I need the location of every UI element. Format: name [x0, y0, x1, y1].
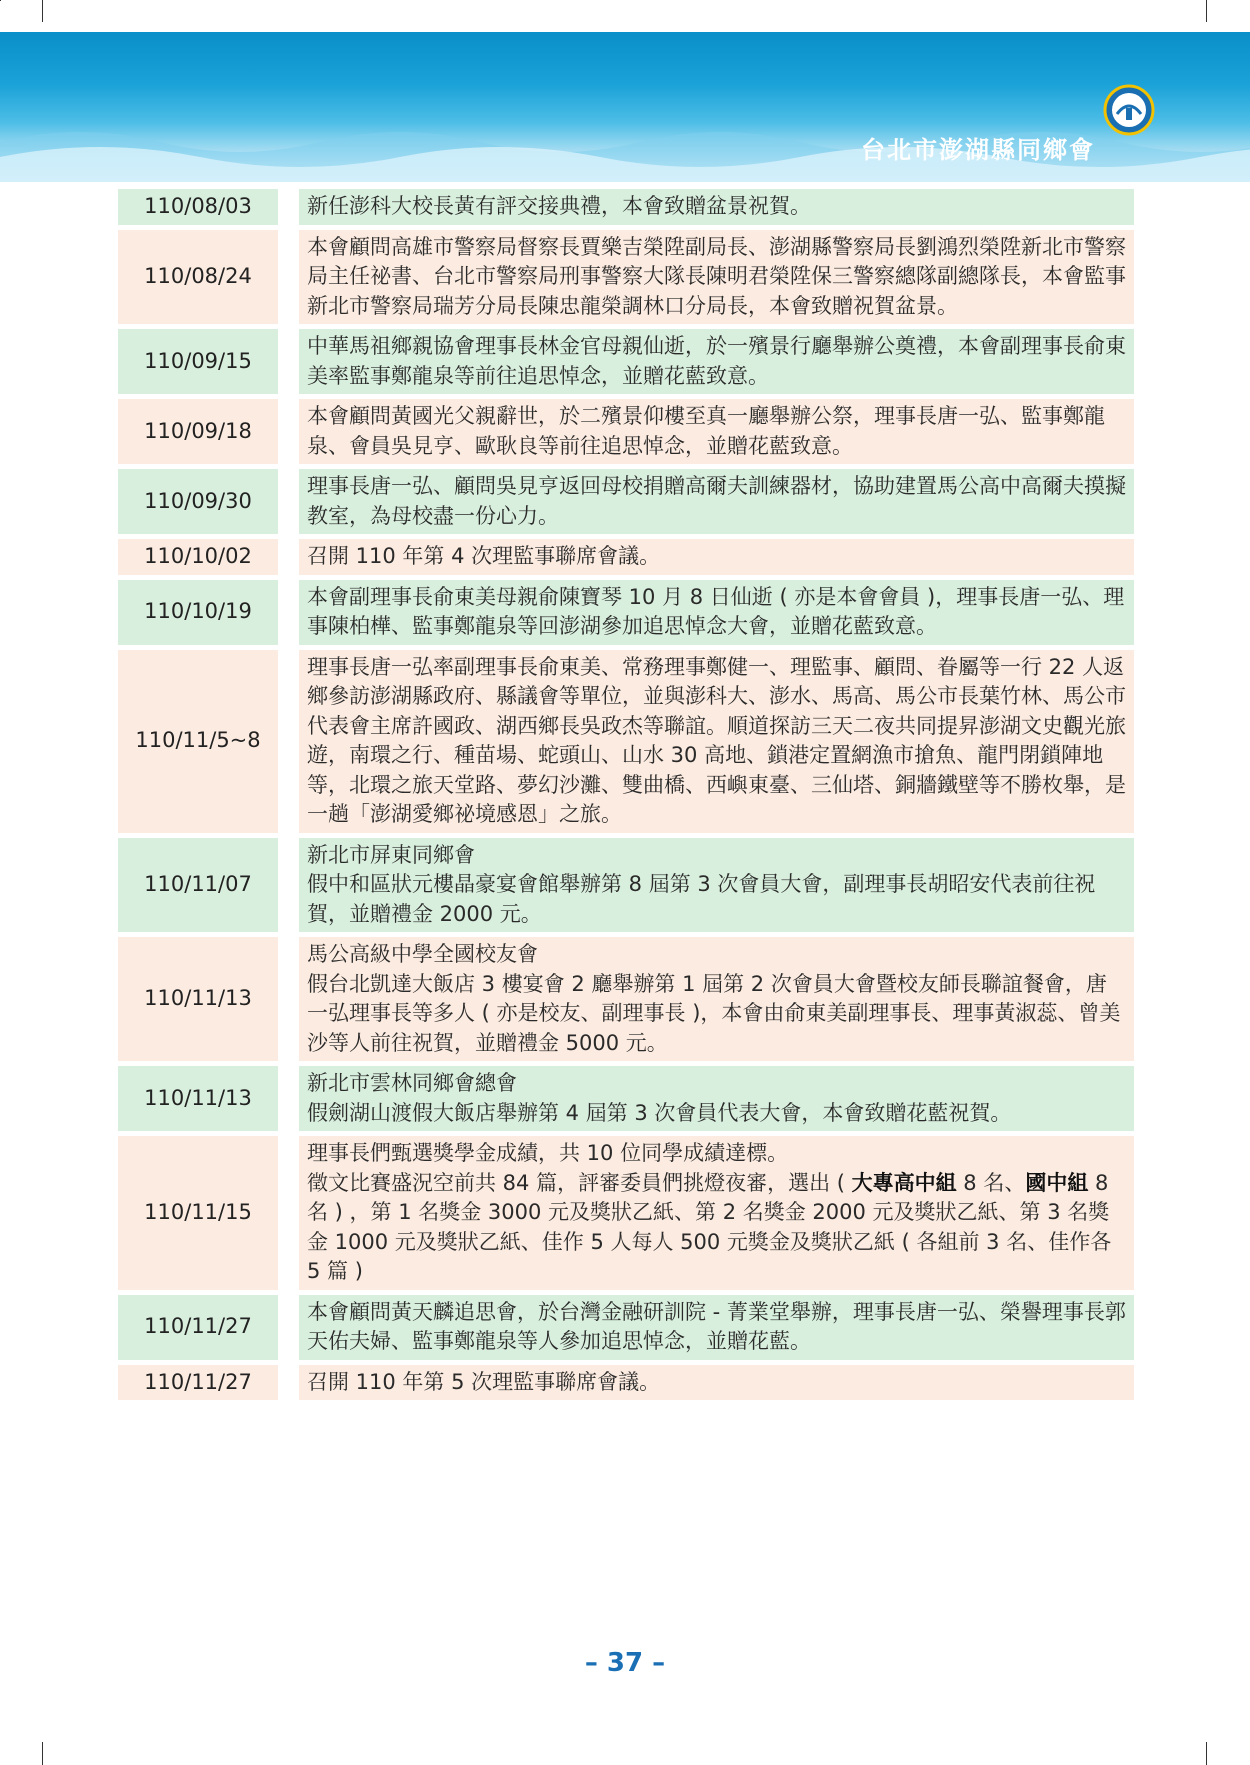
column-gap [278, 399, 299, 464]
table-row [118, 1295, 1134, 1360]
column-gap [278, 189, 299, 225]
emphasis-text: 國中組 [1025, 1170, 1089, 1195]
description-text: 中華馬祖鄉親協會理事長林金官母親仙逝，於一殯景行廳舉辦公奠禮，本會副理事長俞東美率監事鄭龍泉等前往追思悼念，並贈花藍致意。 [307, 334, 1126, 388]
events-table [118, 184, 1134, 1405]
column-gap [278, 937, 299, 1061]
event-date: 110/10/02 [118, 539, 278, 575]
crop-mark [42, 1742, 43, 1765]
event-description [299, 650, 1134, 833]
event-description [299, 539, 1134, 575]
column-gap [278, 1066, 299, 1131]
column-gap [278, 1365, 299, 1401]
event-description [299, 399, 1134, 464]
event-description [299, 189, 1134, 225]
event-date: 110/10/19 [118, 580, 278, 645]
description-text: 馬公高級中學全國校友會 假台北凱達大飯店 3 樓宴會 2 廳舉辦第 1 屆第 2 次會員大會暨校友師長聯誼餐會，唐一弘理事長等多人 ( 亦是校友、副理事長 )，本會由俞東美副理事長、理事黃淑蕊、曾美沙等人前往祝賀，並贈禮金 5000 元。 [307, 942, 1121, 1055]
event-description [299, 580, 1134, 645]
event-description [299, 469, 1134, 534]
event-date: 110/11/07 [118, 838, 278, 933]
event-description [299, 1066, 1134, 1131]
event-description [299, 937, 1134, 1061]
description-text: 理事長唐一弘率副理事長俞東美、常務理事鄭健一、理監事、顧問、眷屬等一行 22 人返鄉參訪澎湖縣政府、縣議會等單位，並與澎科大、澎水、馬高、馬公市長葉竹林、馬公市代表會主席許國政、湖西鄉長吳政杰等聯誼。順道探訪三天二夜共同提昇澎湖文史觀光旅遊，南環之行、種苗場、蛇頭山、山水 30 高地、鎖港定置網漁市搶魚、龍門閉鎖陣地等，北環之旅天堂路、夢幻沙灘、雙曲橋、西嶼東臺、三仙塔、銅牆鐵壁等不勝枚舉，是一趟「澎湖愛鄉祕境感恩」之旅。 [307, 654, 1126, 826]
event-date: 110/09/18 [118, 399, 278, 464]
event-date: 110/09/30 [118, 469, 278, 534]
event-description [299, 838, 1134, 933]
event-date: 110/09/15 [118, 329, 278, 394]
table-row [118, 469, 1134, 534]
association-title: 台北市澎湖縣同鄉會 [861, 136, 1095, 164]
column-gap [278, 539, 299, 575]
emphasis-text: 大專高中組 [851, 1170, 957, 1195]
page-header-banner [0, 32, 1250, 182]
event-date: 110/11/27 [118, 1295, 278, 1360]
event-description [299, 1295, 1134, 1360]
column-gap [278, 230, 299, 325]
event-date: 110/11/27 [118, 1365, 278, 1401]
description-text: 理事長們甄選獎學金成績，共 10 位同學成績達標。 徵文比賽盛況空前共 84 篇，評審委員們挑燈夜審，選出 ( [307, 1141, 852, 1195]
column-gap [278, 838, 299, 933]
description-text: 本會顧問黃天麟追思會，於台灣金融研訓院 - 菁業堂舉辦，理事長唐一弘、榮譽理事長郭天佑夫婦、監事鄭龍泉等人參加追思悼念，並贈花藍。 [307, 1299, 1126, 1353]
description-text: 召開 110 年第 4 次理監事聯席會議。 [307, 544, 661, 568]
crop-mark [42, 0, 43, 22]
crop-mark [1206, 1742, 1207, 1765]
table-row [118, 539, 1134, 575]
event-description [299, 1136, 1134, 1290]
table-row [118, 189, 1134, 225]
table-row [118, 1066, 1134, 1131]
description-text: 本會顧問黃國光父親辭世，於二殯景仰樓至真一廳舉辦公祭，理事長唐一弘、監事鄭龍泉、會員吳見亨、歐耿良等前往追思悼念，並贈花藍致意。 [307, 404, 1105, 458]
event-description [299, 230, 1134, 325]
column-gap [278, 329, 299, 394]
event-description [299, 329, 1134, 394]
event-date: 110/11/13 [118, 1066, 278, 1131]
table-row [118, 580, 1134, 645]
column-gap [278, 1136, 299, 1290]
description-text: 新北市雲林同鄉會總會 假劍湖山渡假大飯店舉辦第 4 屆第 3 次會員代表大會，本會致贈花藍祝賀。 [307, 1071, 1012, 1125]
description-text: 理事長唐一弘、顧問吳見亨返回母校捐贈高爾夫訓練器材，協助建置馬公高中高爾夫摸擬教室，為母校盡一份心力。 [307, 474, 1126, 528]
table-row [118, 230, 1134, 325]
column-gap [278, 580, 299, 645]
description-text: 新任澎科大校長黃有評交接典禮，本會致贈盆景祝賀。 [307, 194, 811, 218]
column-gap [278, 1295, 299, 1360]
column-gap [278, 650, 299, 833]
column-gap [278, 469, 299, 534]
table-row [118, 329, 1134, 394]
event-date: 110/11/15 [118, 1136, 278, 1290]
table-row [118, 1136, 1134, 1290]
table-row [118, 1365, 1134, 1401]
page-number: – 37 – [584, 1648, 666, 1678]
event-description [299, 1365, 1134, 1401]
description-text: 新北市屏東同鄉會 假中和區狀元樓晶豪宴會館舉辦第 8 屆第 3 次會員大會，副理事長胡昭安代表前往祝賀，並贈禮金 2000 元。 [307, 842, 1096, 926]
description-text: 本會副理事長俞東美母親俞陳寶琴 10 月 8 日仙逝 ( 亦是本會會員 )，理事長唐一弘、理事陳柏樺、監事鄭龍泉等回澎湖參加追思悼念大會，並贈花藍致意。 [307, 584, 1125, 638]
event-date: 110/11/5~8 [118, 650, 278, 833]
event-date: 110/08/03 [118, 189, 278, 225]
crop-mark [1206, 0, 1207, 22]
table-row [118, 937, 1134, 1061]
table-row [118, 399, 1134, 464]
description-text: 本會顧問高雄市警察局督察長賈樂吉榮陞副局長、澎湖縣警察局長劉鴻烈榮陞新北市警察局主任祕書、台北市警察局刑事警察大隊長陳明君榮陞保三警察總隊副總隊長，本會監事新北市警察局瑞芳分局長陳忠龍榮調林口分局長，本會致贈祝賀盆景。 [307, 234, 1126, 318]
association-emblem-icon [1103, 84, 1155, 136]
description-text: 8 名、 [956, 1170, 1026, 1195]
description-text: 8 名 ) ，第 1 名獎金 3000 元及獎狀乙紙、第 2 名獎金 2000 元及獎狀乙紙、第 3 名獎金 1000 元及獎狀乙紙、佳作 5 人每人 500 元獎金及獎狀乙紙 ( 各組前 3 名、佳作各 5 篇 ) [307, 1170, 1112, 1283]
description-text: 召開 110 年第 5 次理監事聯席會議。 [307, 1369, 661, 1394]
table-row [118, 838, 1134, 933]
event-date: 110/08/24 [118, 230, 278, 325]
event-date: 110/11/13 [118, 937, 278, 1061]
table-row [118, 650, 1134, 833]
